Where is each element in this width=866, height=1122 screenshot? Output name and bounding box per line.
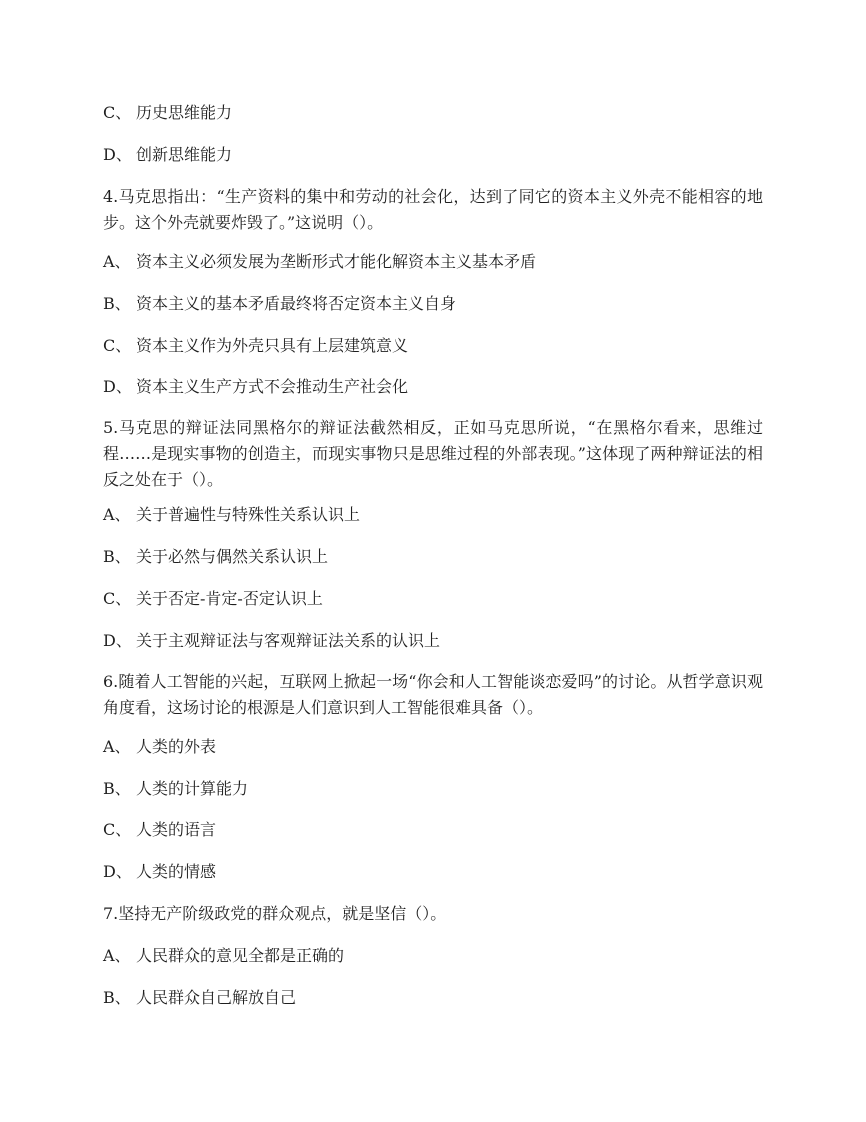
option-letter: D、 [103,631,132,650]
question-4: 4.马克思指出：“生产资料的集中和劳动的社会化，达到了同它的资本主义外壳不能相容的地步。这个外壳就要炸毁了。”这说明（）。 [103,187,763,232]
option-letter: D、 [103,377,132,396]
option-letter: B、 [103,294,131,313]
option-d [103,145,232,165]
option-text: 关于普遍性与特殊性关系认识上 [136,505,361,524]
option-text: 人民群众自己解放自己 [136,988,297,1007]
option-text: 关于必然与偶然关系认识上 [136,547,329,566]
option-letter: B、 [103,779,131,798]
option-text: 历史思维能力 [136,103,233,122]
question-6: 6.随着人工智能的兴起，互联网上掀起一场“你会和人工智能谈恋爱吗”的讨论。从哲学意识观角度看，这场讨论的根源是人们意识到人工智能很难具备（）。 [103,672,763,717]
option-c [103,589,323,609]
option-letter: C、 [103,103,132,122]
option-text: 关于否定-肯定-否定认识上 [136,589,323,608]
option-text: 资本主义的基本矛盾最终将否定资本主义自身 [136,294,457,313]
option-text: 资本主义必须发展为垄断形式才能化解资本主义基本矛盾 [136,252,537,271]
option-letter: D、 [103,862,132,881]
option-letter: C、 [103,336,132,355]
option-d [103,862,216,882]
option-c [103,103,232,123]
option-letter: B、 [103,547,131,566]
option-d [103,377,408,397]
option-text: 人类的外表 [136,737,217,756]
option-letter: A、 [103,946,131,965]
option-text: 创新思维能力 [136,145,233,164]
option-letter: B、 [103,988,131,1007]
option-text: 人类的语言 [136,820,217,839]
option-text: 人民群众的意见全都是正确的 [136,946,345,965]
option-a [103,252,536,272]
option-b [103,547,328,567]
option-b [103,294,456,314]
option-b [103,779,248,799]
option-letter: A、 [103,505,131,524]
option-letter: C、 [103,820,132,839]
option-text: 资本主义生产方式不会推动生产社会化 [136,377,409,396]
option-a [103,505,360,525]
option-a [103,946,344,966]
option-letter: C、 [103,589,132,608]
option-d [103,631,440,651]
option-b [103,988,296,1008]
option-text: 人类的情感 [136,862,217,881]
question-7: 7.坚持无产阶级政党的群众观点，就是坚信（）。 [103,904,447,923]
question-5: 5.马克思的辩证法同黑格尔的辩证法截然相反，正如马克思所说，“在黑格尔看来，思维过程……是现实事物的创造主，而现实事物只是思维过程的外部表现。”这体现了两种辩证法的相反之处在于（）。 [103,418,763,489]
option-c [103,820,216,840]
option-c [103,336,408,356]
option-letter: D、 [103,145,132,164]
option-letter: A、 [103,252,131,271]
option-text: 关于主观辩证法与客观辩证法关系的认识上 [136,631,441,650]
option-text: 资本主义作为外壳只具有上层建筑意义 [136,336,409,355]
option-letter: A、 [103,737,131,756]
option-text: 人类的计算能力 [136,779,249,798]
option-a [103,737,216,757]
